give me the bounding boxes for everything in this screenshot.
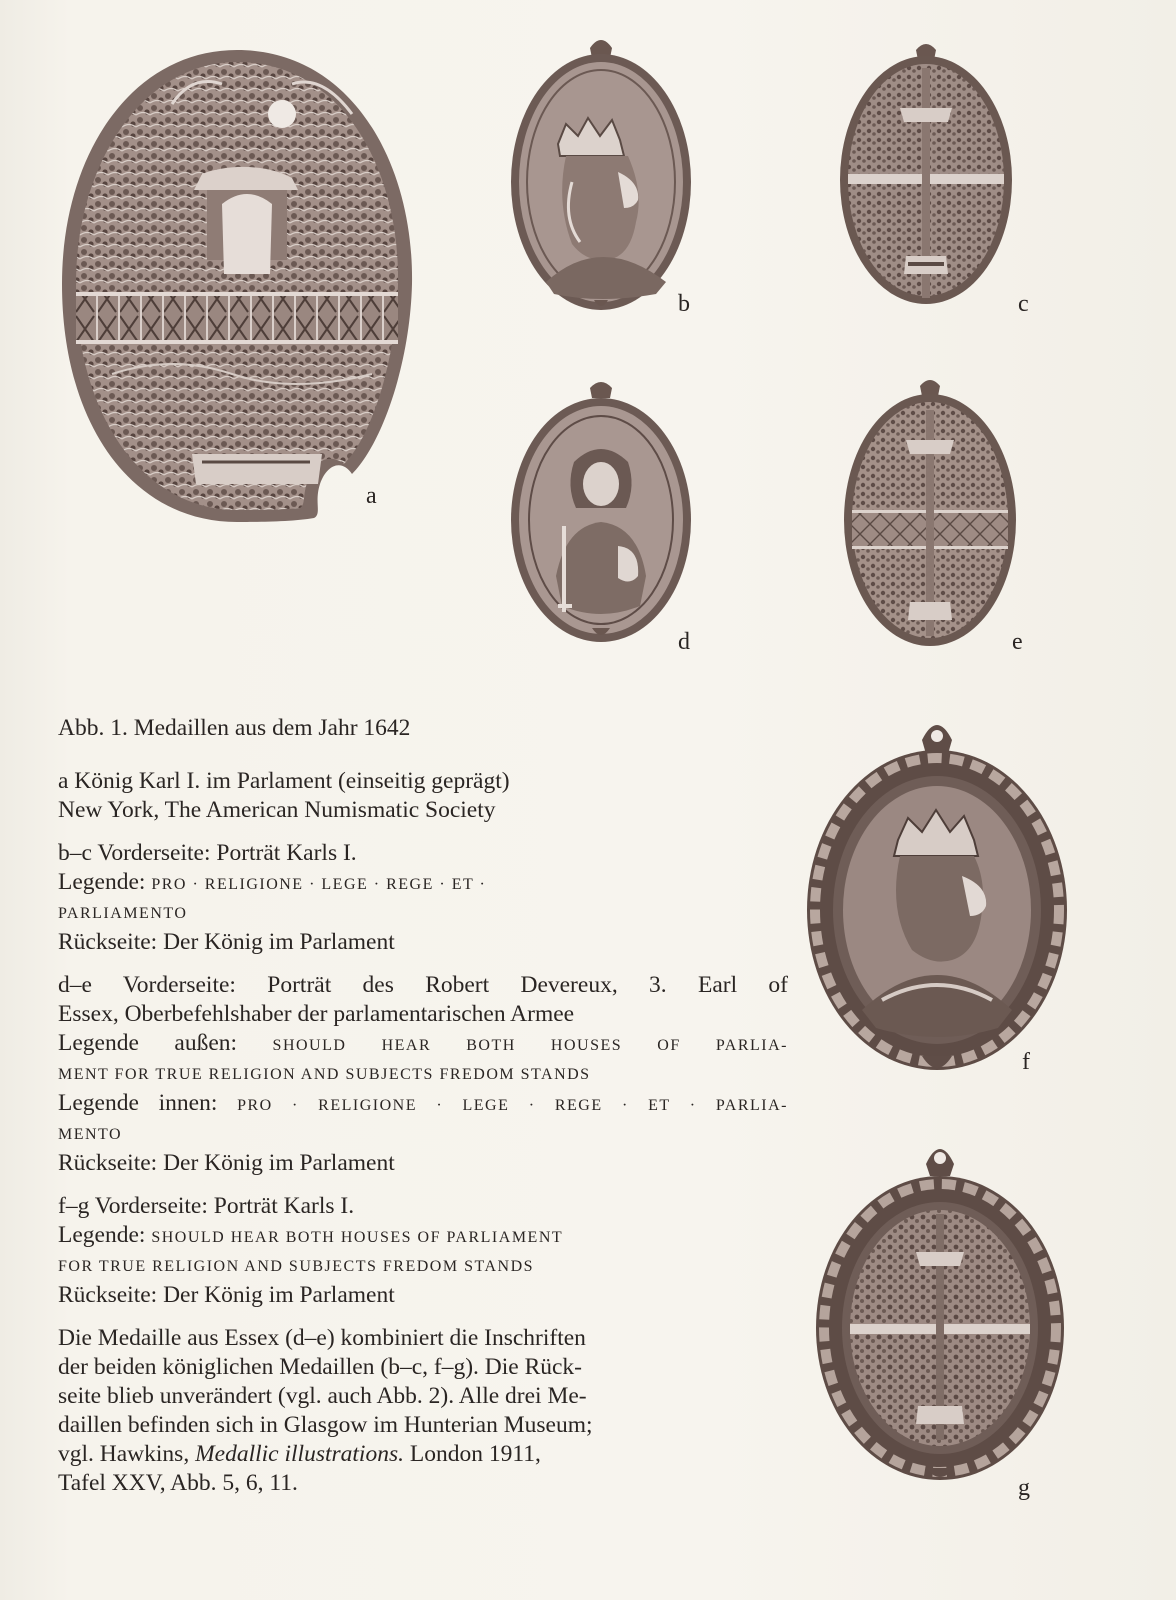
- entry-de-outer-label: Legende außen:: [58, 1030, 238, 1056]
- label-c: c: [1018, 291, 1029, 317]
- entry-fg-legend-text1: SHOULD HEAR BOTH HOUSES OF PARLIAMENT: [151, 1229, 564, 1246]
- caption-entry-fg: [58, 1192, 788, 1310]
- medal-f-image: [802, 710, 1072, 1080]
- entry-fg-legend-text2: FOR TRUE RELIGION AND SUBJECTS FREDOM STANDS: [58, 1258, 535, 1275]
- medal-c-image: [836, 38, 1016, 310]
- entry-de-inner-text1: PRO · RELIGIONE · LEGE · REGE · ET · PARLIA-: [237, 1097, 789, 1114]
- entry-de-outer-text2: MENT FOR TRUE RELIGION AND SUBJECTS FREDOM STANDS: [58, 1066, 591, 1083]
- entry-a-line2: New York, The American Numismatic Society: [58, 797, 496, 823]
- entry-fg-legend: [58, 1221, 788, 1252]
- note-line5: [58, 1440, 788, 1469]
- label-b: b: [678, 291, 690, 317]
- medal-d-graphic: [506, 376, 696, 646]
- label-d: d: [678, 629, 690, 655]
- label-a: a: [366, 483, 377, 509]
- entry-de-inner-label: Legende innen:: [58, 1090, 218, 1116]
- figure-caption: [58, 714, 788, 1498]
- entry-fg-reverse: Rückseite: Der König im Parlament: [58, 1282, 395, 1308]
- caption-title: Abb. 1. Medaillen aus dem Jahr 1642: [58, 715, 411, 741]
- medal-c-graphic: [836, 38, 1016, 310]
- note-line4: daillen befinden sich in Glasgow im Hunterian Museum;: [58, 1412, 593, 1438]
- medal-a-graphic: [52, 44, 422, 524]
- note-line2: der beiden königlichen Medaillen (b–c, f–g). Die Rück-: [58, 1354, 583, 1380]
- entry-de-inner: [58, 1089, 788, 1120]
- medal-b-graphic: [506, 32, 696, 316]
- entry-fg-line1: f–g Vorderseite: Porträt Karls I.: [58, 1193, 355, 1219]
- note-line6: Tafel XXV, Abb. 5, 6, 11.: [58, 1470, 298, 1496]
- entry-bc-line1: b–c Vorderseite: Porträt Karls I.: [58, 840, 357, 866]
- entry-bc-legend-label: Legende:: [58, 869, 146, 895]
- entry-fg-legend-label: Legende:: [58, 1222, 146, 1248]
- entry-de-inner-text2: MENTO: [58, 1126, 123, 1143]
- caption-note: [58, 1324, 788, 1498]
- note-line1: Die Medaille aus Essex (d–e) kombiniert die Inschriften: [58, 1325, 586, 1351]
- medal-g-graphic: [810, 1134, 1070, 1486]
- medal-f-graphic: [802, 710, 1072, 1080]
- medal-g-image: [810, 1134, 1070, 1486]
- note-line5-post: London 1911,: [403, 1441, 541, 1467]
- entry-de-reverse: Rückseite: Der König im Parlament: [58, 1150, 395, 1176]
- label-f: f: [1022, 1049, 1030, 1075]
- entry-de-outer-text1: SHOULD HEAR BOTH HOUSES OF PARLIA-: [272, 1037, 788, 1054]
- entry-bc-legend: [58, 868, 788, 899]
- medal-d-image: [506, 376, 696, 646]
- caption-entry-bc: [58, 839, 788, 957]
- medal-e-graphic: [840, 374, 1020, 650]
- entry-de-line1: d–e Vorderseite: Porträt des Robert Devereux, 3. Earl of: [58, 972, 788, 998]
- note-book-title: Medallic illustrations.: [195, 1441, 404, 1467]
- entry-de-line2: Essex, Oberbefehlshaber der parlamentarischen Armee: [58, 1001, 575, 1027]
- medal-e-image: [840, 374, 1020, 650]
- label-g: g: [1018, 1475, 1030, 1501]
- entry-de-outer: [58, 1029, 788, 1060]
- medal-a-image: [52, 44, 422, 524]
- entry-bc-legend-text2: PARLIAMENTO: [58, 905, 188, 922]
- note-line3: seite blieb unverändert (vgl. auch Abb. 2). Alle drei Me-: [58, 1383, 587, 1409]
- medal-b-image: [506, 32, 696, 316]
- entry-bc-reverse: Rückseite: Der König im Parlament: [58, 929, 395, 955]
- caption-entry-de: [58, 971, 788, 1178]
- entry-a-line1: a König Karl I. im Parlament (einseitig geprägt): [58, 768, 510, 794]
- entry-bc-legend-text1: PRO · RELIGIONE · LEGE · REGE · ET ·: [151, 876, 487, 893]
- note-line5-pre: vgl. Hawkins,: [58, 1441, 196, 1467]
- caption-entry-a: [58, 767, 788, 825]
- label-e: e: [1012, 629, 1023, 655]
